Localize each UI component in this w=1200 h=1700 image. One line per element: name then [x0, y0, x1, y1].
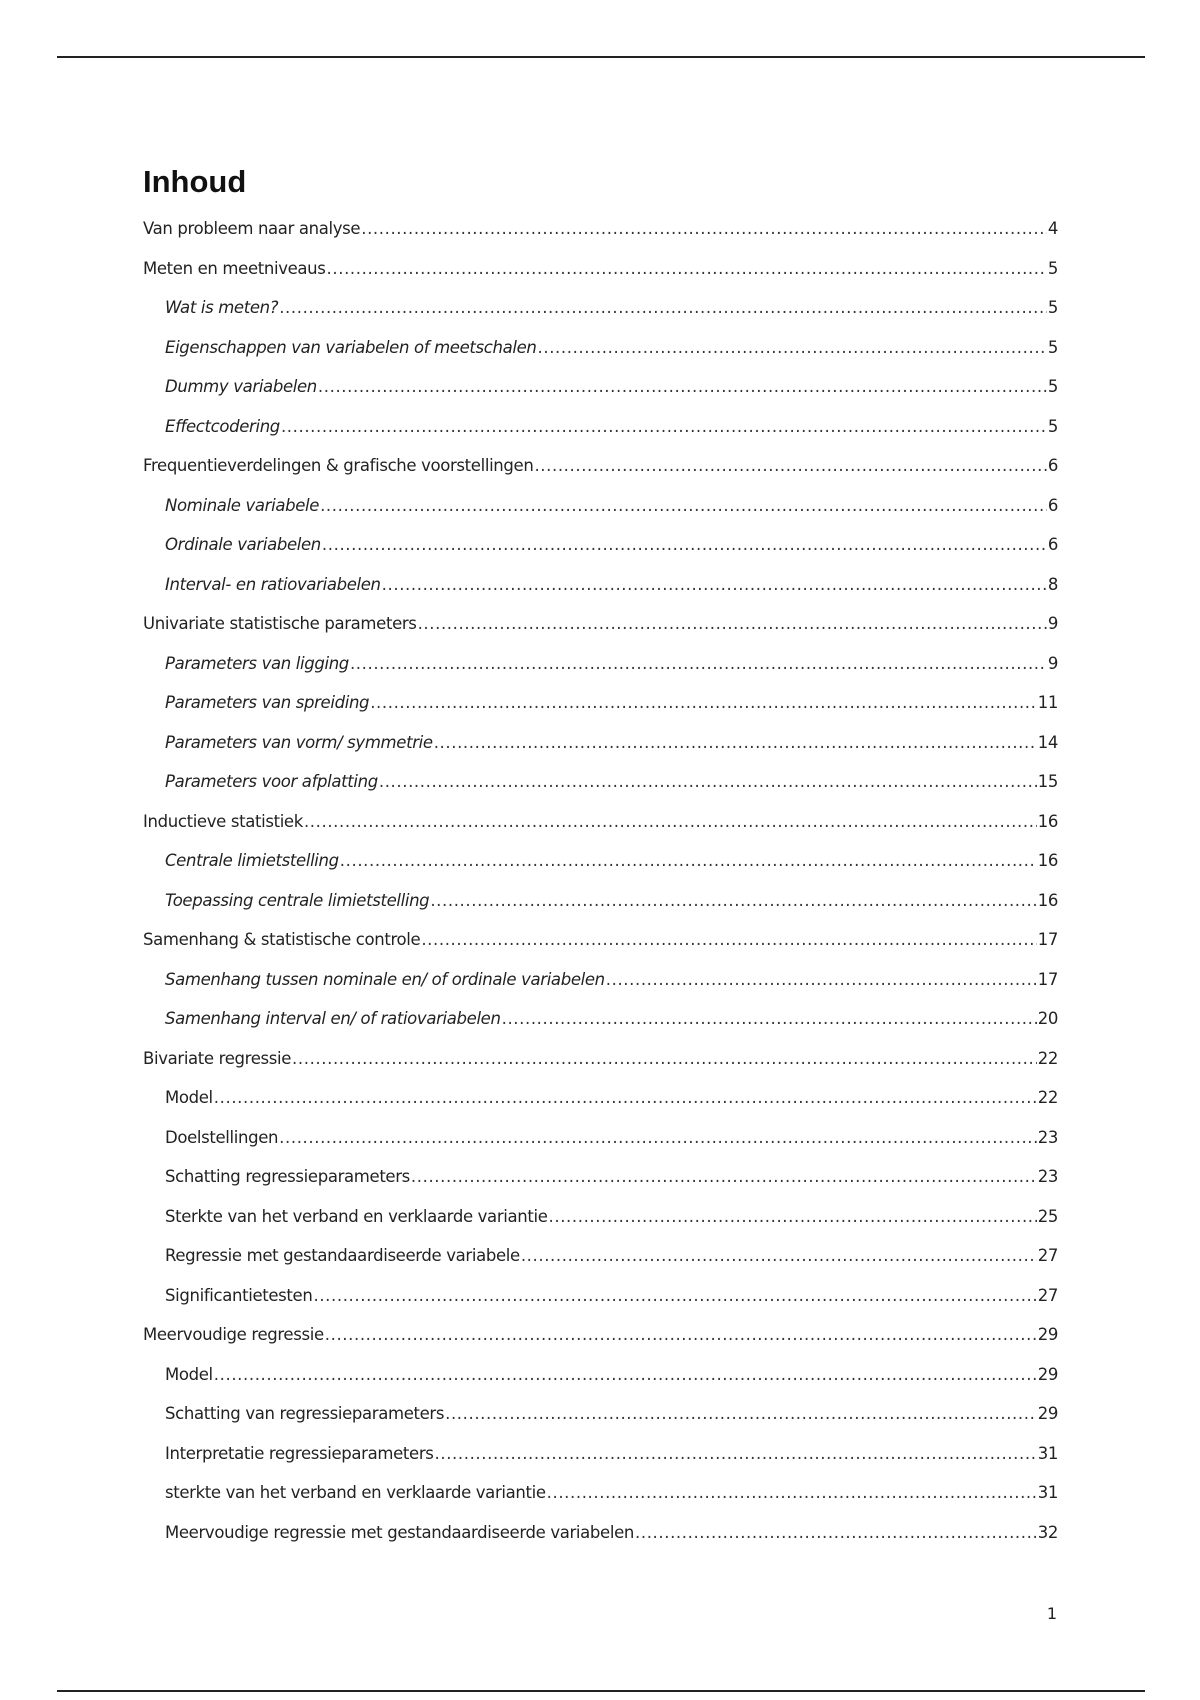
toc-entry-label: Interval- en ratiovariabelen: [165, 574, 381, 594]
toc-entry-page: 29: [1037, 1364, 1058, 1384]
toc-entry-page: 29: [1037, 1325, 1058, 1344]
toc-dot-leader: [370, 693, 1037, 712]
toc-dot-leader: [292, 1049, 1037, 1068]
toc-dot-leader: [434, 733, 1037, 752]
toc-entry-page: 5: [1047, 377, 1058, 396]
toc-dot-leader: [547, 1483, 1037, 1502]
toc-entry[interactable]: [143, 1009, 1058, 1049]
toc-entry-page: 16: [1037, 851, 1058, 870]
toc-dot-leader: [279, 298, 1047, 317]
toc-dot-leader: [322, 535, 1047, 554]
toc-entry-page: 5: [1047, 298, 1058, 317]
toc-entry-label: Doelstellingen: [165, 1127, 279, 1147]
toc-entry-page: 6: [1047, 495, 1058, 515]
toc-entry-label: Samenhang interval en/ of ratiovariabelen: [165, 1009, 501, 1028]
toc-entry-label: Parameters van ligging: [165, 653, 349, 673]
toc-entry-label: Ordinale variabelen: [165, 535, 321, 554]
toc-entry[interactable]: [143, 654, 1058, 694]
toc-entry[interactable]: [143, 496, 1058, 536]
toc-entry[interactable]: [143, 1365, 1058, 1405]
toc-entry-page: 16: [1037, 811, 1058, 831]
toc-entry-label: Inductieve statistiek: [143, 811, 303, 831]
header-rule: [57, 56, 1145, 58]
toc-dot-leader: [279, 1128, 1037, 1147]
toc-entry-label: Model: [165, 1088, 213, 1107]
toc-entry-label: Model: [165, 1364, 213, 1384]
toc-entry[interactable]: [143, 535, 1058, 575]
toc-entry-page: 22: [1037, 1048, 1058, 1068]
toc-entry[interactable]: [143, 812, 1058, 852]
toc-dot-leader: [214, 1088, 1037, 1107]
toc-entry[interactable]: [143, 1088, 1058, 1128]
toc-heading: Inhoud: [143, 164, 247, 199]
toc-dot-leader: [421, 930, 1036, 949]
toc-entry-page: 5: [1047, 337, 1058, 357]
toc-entry[interactable]: [143, 417, 1058, 457]
toc-entry-page: 6: [1047, 456, 1058, 475]
toc-entry-page: 32: [1037, 1522, 1058, 1542]
toc-dot-leader: [411, 1167, 1037, 1186]
toc-entry-page: 5: [1047, 258, 1058, 278]
toc-dot-leader: [435, 1444, 1037, 1463]
toc-entry[interactable]: [143, 1404, 1058, 1444]
page-number: 1: [1046, 1604, 1057, 1623]
toc-dot-leader: [340, 851, 1037, 870]
toc-entry-page: 11: [1037, 693, 1058, 712]
toc-entry-label: Significantietesten: [165, 1285, 313, 1305]
toc-dot-leader: [430, 891, 1036, 910]
toc-entry-page: 29: [1037, 1404, 1058, 1423]
toc-entry[interactable]: [143, 1325, 1058, 1365]
toc-entry-label: Eigenschappen van variabelen of meetschalen: [165, 337, 537, 357]
toc-entry[interactable]: [143, 772, 1058, 812]
toc-entry-label: Meten en meetniveaus: [143, 258, 326, 278]
toc-entry-page: 8: [1047, 574, 1058, 594]
toc-entry-label: Nominale variabele: [165, 495, 320, 515]
toc-entry-page: 16: [1037, 890, 1058, 910]
toc-entry-page: 15: [1037, 772, 1058, 791]
toc-dot-leader: [313, 1286, 1036, 1305]
toc-dot-leader: [502, 1009, 1037, 1028]
toc-entry[interactable]: [143, 930, 1058, 970]
toc-entry-label: Parameters van vorm/ symmetrie: [165, 732, 433, 752]
toc-dot-leader: [281, 417, 1047, 436]
toc-entry[interactable]: [143, 1167, 1058, 1207]
toc-dot-leader: [304, 812, 1037, 831]
toc-entry-label: Van probleem naar analyse: [143, 219, 361, 238]
footer-rule: [57, 1690, 1145, 1692]
toc-dot-leader: [418, 614, 1047, 633]
toc-entry[interactable]: [143, 259, 1058, 299]
toc-entry-label: Toepassing centrale limietstelling: [165, 890, 430, 910]
toc-entry[interactable]: [143, 733, 1058, 773]
toc-entry-page: 25: [1037, 1206, 1058, 1226]
toc-entry-page: 4: [1047, 219, 1058, 238]
toc-entry[interactable]: [143, 377, 1058, 417]
toc-entry[interactable]: [143, 456, 1058, 496]
toc-entry-page: 9: [1047, 653, 1058, 673]
toc-entry-label: Frequentieverdelingen & grafische voorstellingen: [143, 456, 534, 475]
toc-entry-label: Univariate statistische parameters: [143, 614, 417, 633]
toc-entry[interactable]: [143, 891, 1058, 931]
toc-dot-leader: [318, 377, 1047, 396]
toc-entry-label: Meervoudige regressie: [143, 1325, 324, 1344]
toc-entry[interactable]: [143, 338, 1058, 378]
toc-entry[interactable]: [143, 298, 1058, 338]
toc-entry-label: Centrale limietstelling: [165, 851, 339, 870]
table-of-contents: [143, 219, 1058, 1562]
toc-dot-leader: [538, 338, 1047, 357]
toc-entry-label: Parameters voor afplatting: [165, 772, 378, 791]
toc-entry-label: Meervoudige regressie met gestandaardiseerde variabelen: [165, 1522, 634, 1542]
toc-entry-label: Effectcodering: [165, 416, 280, 436]
toc-entry-page: 27: [1037, 1285, 1058, 1305]
toc-entry-label: sterkte van het verband en verklaarde variantie: [165, 1483, 546, 1502]
toc-dot-leader: [327, 259, 1047, 278]
toc-dot-leader: [635, 1523, 1037, 1542]
toc-dot-leader: [521, 1246, 1037, 1265]
toc-entry-page: 31: [1037, 1443, 1058, 1463]
toc-entry-label: Samenhang & statistische controle: [143, 930, 421, 949]
toc-entry-page: 22: [1037, 1088, 1058, 1107]
toc-entry-page: 23: [1037, 1127, 1058, 1147]
toc-entry-page: 5: [1047, 416, 1058, 436]
toc-dot-leader: [320, 496, 1047, 515]
toc-entry-label: Samenhang tussen nominale en/ of ordinale variabelen: [165, 969, 605, 989]
toc-dot-leader: [549, 1207, 1037, 1226]
toc-entry-label: Sterkte van het verband en verklaarde variantie: [165, 1206, 548, 1226]
toc-entry-page: 27: [1037, 1246, 1058, 1265]
toc-dot-leader: [534, 456, 1046, 475]
toc-entry[interactable]: [143, 851, 1058, 891]
toc-entry[interactable]: [143, 1286, 1058, 1326]
toc-dot-leader: [606, 970, 1037, 989]
toc-dot-leader: [382, 575, 1047, 594]
toc-entry[interactable]: [143, 1444, 1058, 1484]
toc-entry-page: 17: [1037, 969, 1058, 989]
toc-entry-page: 23: [1037, 1167, 1058, 1186]
toc-entry[interactable]: [143, 970, 1058, 1010]
toc-entry[interactable]: [143, 614, 1058, 654]
toc-entry-page: 6: [1047, 535, 1058, 554]
toc-entry[interactable]: [143, 1207, 1058, 1247]
toc-dot-leader: [361, 219, 1047, 238]
toc-entry-page: 17: [1037, 930, 1058, 949]
toc-entry[interactable]: [143, 693, 1058, 733]
toc-entry-label: Bivariate regressie: [143, 1048, 292, 1068]
toc-entry-label: Interpretatie regressieparameters: [165, 1443, 434, 1463]
toc-entry[interactable]: [143, 1128, 1058, 1168]
toc-entry[interactable]: [143, 575, 1058, 615]
toc-entry[interactable]: [143, 219, 1058, 259]
toc-entry-page: 20: [1037, 1009, 1058, 1028]
toc-entry-label: Schatting van regressieparameters: [165, 1404, 445, 1423]
toc-entry[interactable]: [143, 1483, 1058, 1523]
toc-entry-label: Wat is meten?: [165, 298, 279, 317]
toc-entry-label: Regressie met gestandaardiseerde variabele: [165, 1246, 520, 1265]
toc-entry[interactable]: [143, 1246, 1058, 1286]
toc-dot-leader: [350, 654, 1047, 673]
toc-dot-leader: [445, 1404, 1037, 1423]
toc-entry-label: Schatting regressieparameters: [165, 1167, 410, 1186]
toc-dot-leader: [214, 1365, 1037, 1384]
toc-entry[interactable]: [143, 1049, 1058, 1089]
toc-dot-leader: [379, 772, 1037, 791]
toc-entry-page: 31: [1037, 1483, 1058, 1502]
toc-entry-page: 9: [1047, 614, 1058, 633]
toc-entry[interactable]: [143, 1523, 1058, 1563]
toc-entry-page: 14: [1037, 732, 1058, 752]
toc-entry-label: Parameters van spreiding: [165, 693, 370, 712]
toc-dot-leader: [325, 1325, 1037, 1344]
toc-entry-label: Dummy variabelen: [165, 377, 317, 396]
